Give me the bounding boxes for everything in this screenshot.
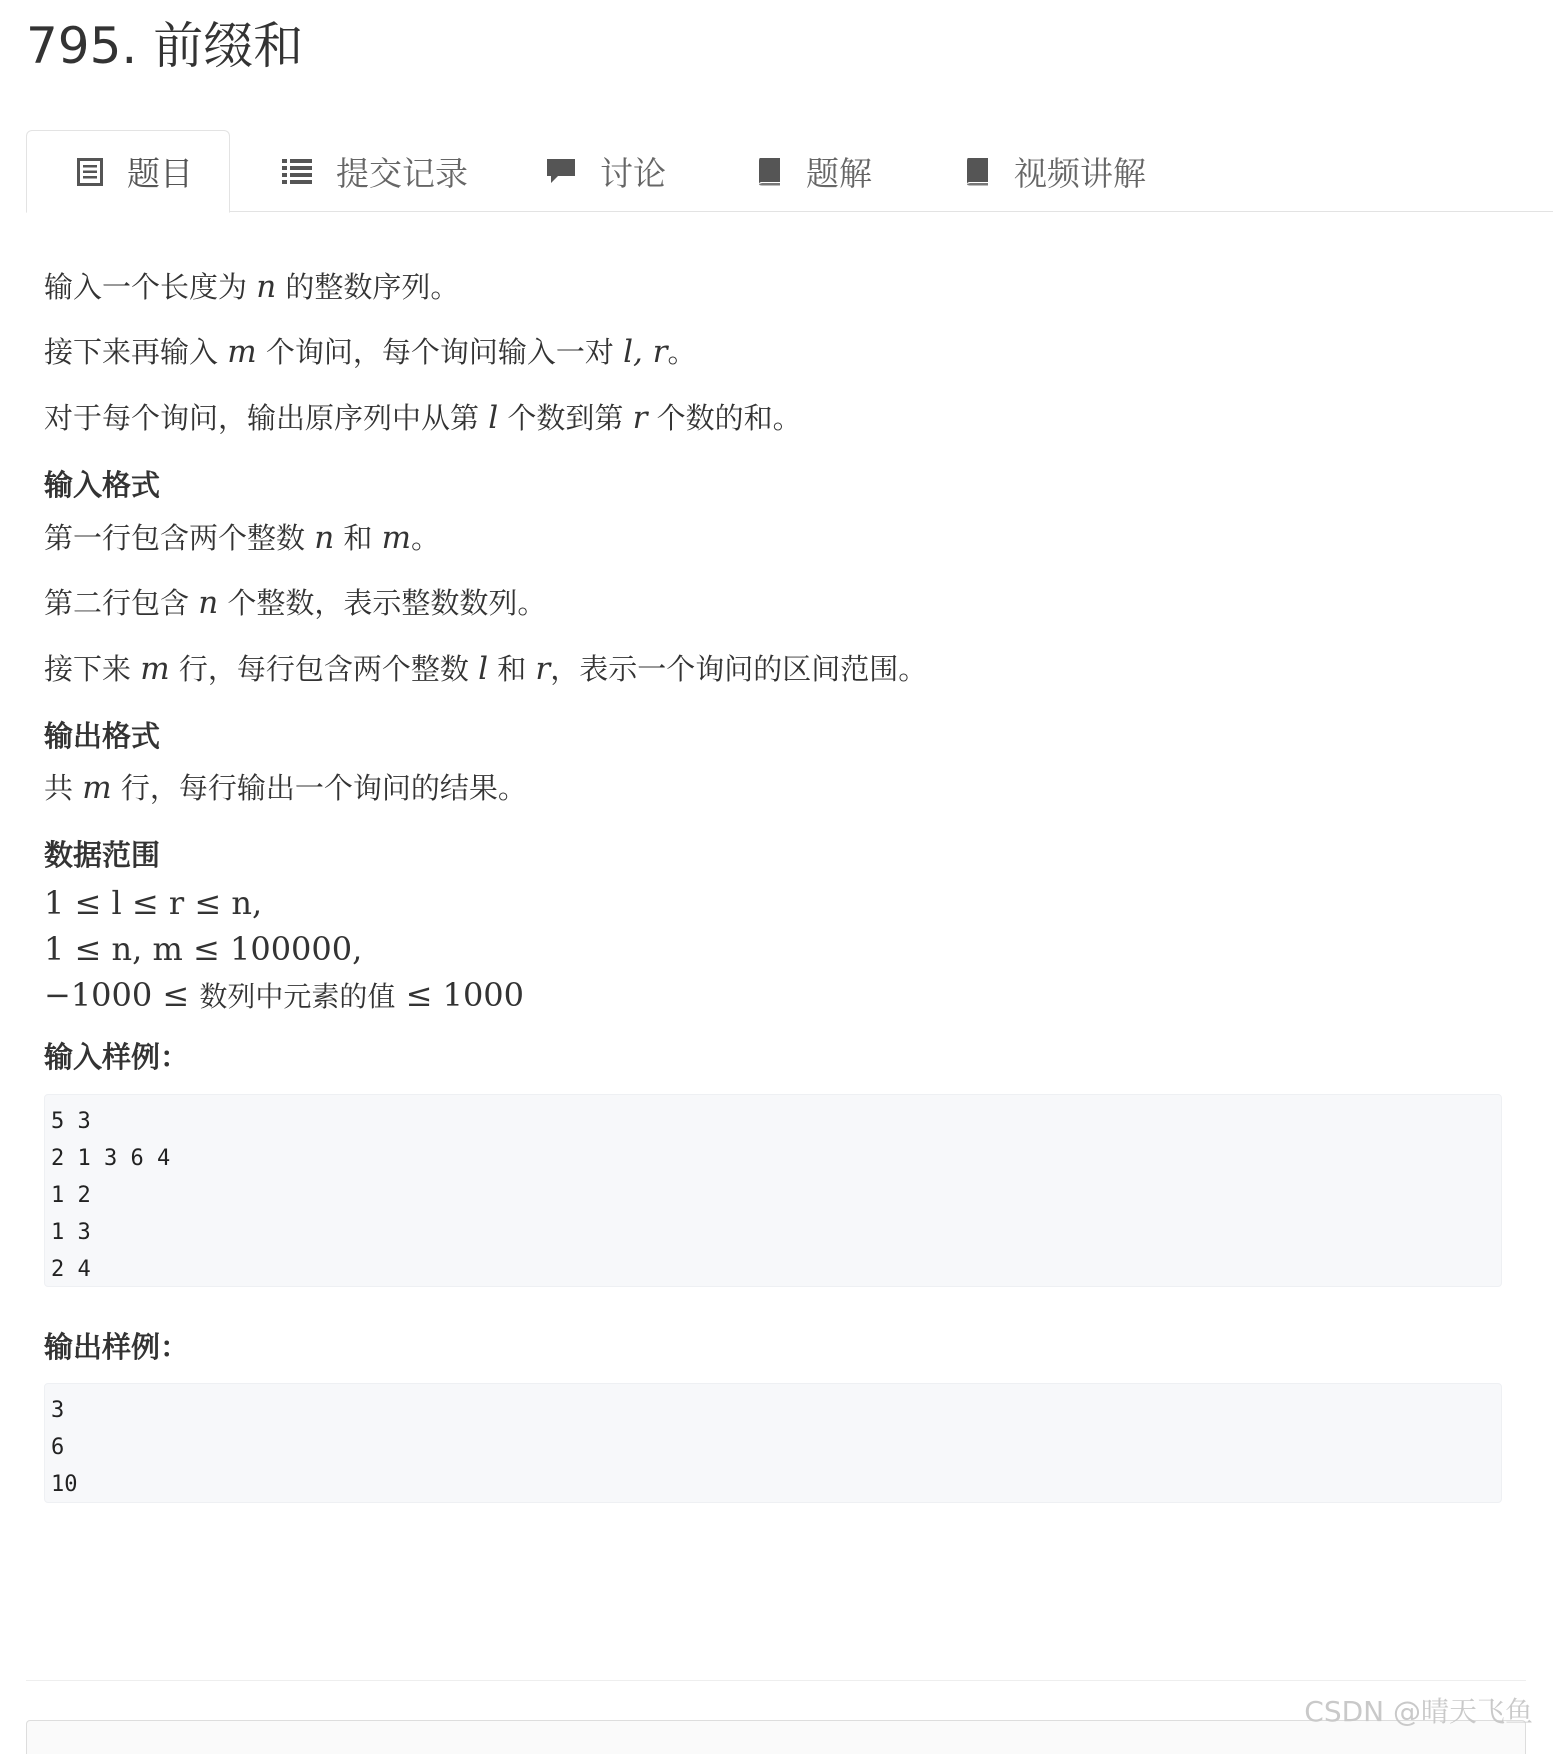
- description-paragraph: 接下来再输入 m 个询问，每个询问输入一对 l, r。: [44, 334, 697, 370]
- code-line: 10: [51, 1472, 78, 1497]
- constraints-heading: 数据范围: [44, 838, 161, 872]
- input-format-line: 第二行包含 n 个整数，表示整数数列。: [44, 585, 547, 621]
- tab-problem[interactable]: [26, 130, 230, 213]
- code-line: 5 3: [51, 1109, 91, 1134]
- chat-bubble-icon: [546, 157, 576, 185]
- output-format-heading: 输出格式: [44, 719, 161, 753]
- constraint-line: 1 ≤ l ≤ r ≤ n,: [44, 884, 263, 922]
- input-format-line: 接下来 m 行，每行包含两个整数 l 和 r，表示一个询问的区间范围。: [44, 651, 928, 687]
- tab-bar: [26, 130, 1553, 212]
- sample-output-heading: 输出样例：: [44, 1330, 190, 1364]
- tab-solutions[interactable]: [756, 130, 872, 212]
- list-icon: [282, 157, 312, 185]
- tab-label: 提交记录: [336, 153, 468, 193]
- divider: [26, 1680, 1526, 1681]
- tab-discussion[interactable]: [546, 130, 666, 212]
- code-line: 1 3: [51, 1220, 91, 1245]
- constraint-line: 1 ≤ n, m ≤ 100000,: [44, 930, 363, 968]
- output-format-line: 共 m 行，每行输出一个询问的结果。: [44, 770, 527, 806]
- document-list-icon: [77, 158, 103, 186]
- input-format-heading: 输入格式: [44, 468, 161, 502]
- editor-panel: [26, 1720, 1526, 1754]
- code-line: 3: [51, 1398, 65, 1423]
- code-line: 2 4: [51, 1257, 91, 1282]
- tab-submissions[interactable]: [282, 130, 468, 212]
- tab-label: 讨论: [600, 153, 666, 193]
- tab-label: 视频讲解: [1014, 153, 1146, 193]
- description-paragraph: 输入一个长度为 n 的整数序列。: [44, 269, 460, 305]
- code-line: 1 2: [51, 1183, 91, 1208]
- tab-label: 题解: [806, 153, 872, 193]
- code-line: 6: [51, 1435, 65, 1460]
- tab-label: 题目: [127, 154, 193, 193]
- sample-input-heading: 输入样例：: [44, 1040, 190, 1074]
- tab-video[interactable]: [964, 130, 1146, 212]
- watermark: CSDN @晴天飞鱼: [1304, 1695, 1533, 1728]
- book-icon: [964, 156, 990, 186]
- page-title: 795. 前缀和: [26, 17, 304, 75]
- sample-output-block: [44, 1383, 1502, 1503]
- code-line: 2 1 3 6 4: [51, 1146, 171, 1171]
- description-paragraph: 对于每个询问，输出原序列中从第 l 个数到第 r 个数的和。: [44, 400, 802, 436]
- sample-input-block: [44, 1094, 1502, 1287]
- input-format-line: 第一行包含两个整数 n 和 m。: [44, 520, 441, 556]
- constraint-line: −1000 ≤ 数列中元素的值 ≤ 1000: [44, 976, 525, 1014]
- book-icon: [756, 156, 782, 186]
